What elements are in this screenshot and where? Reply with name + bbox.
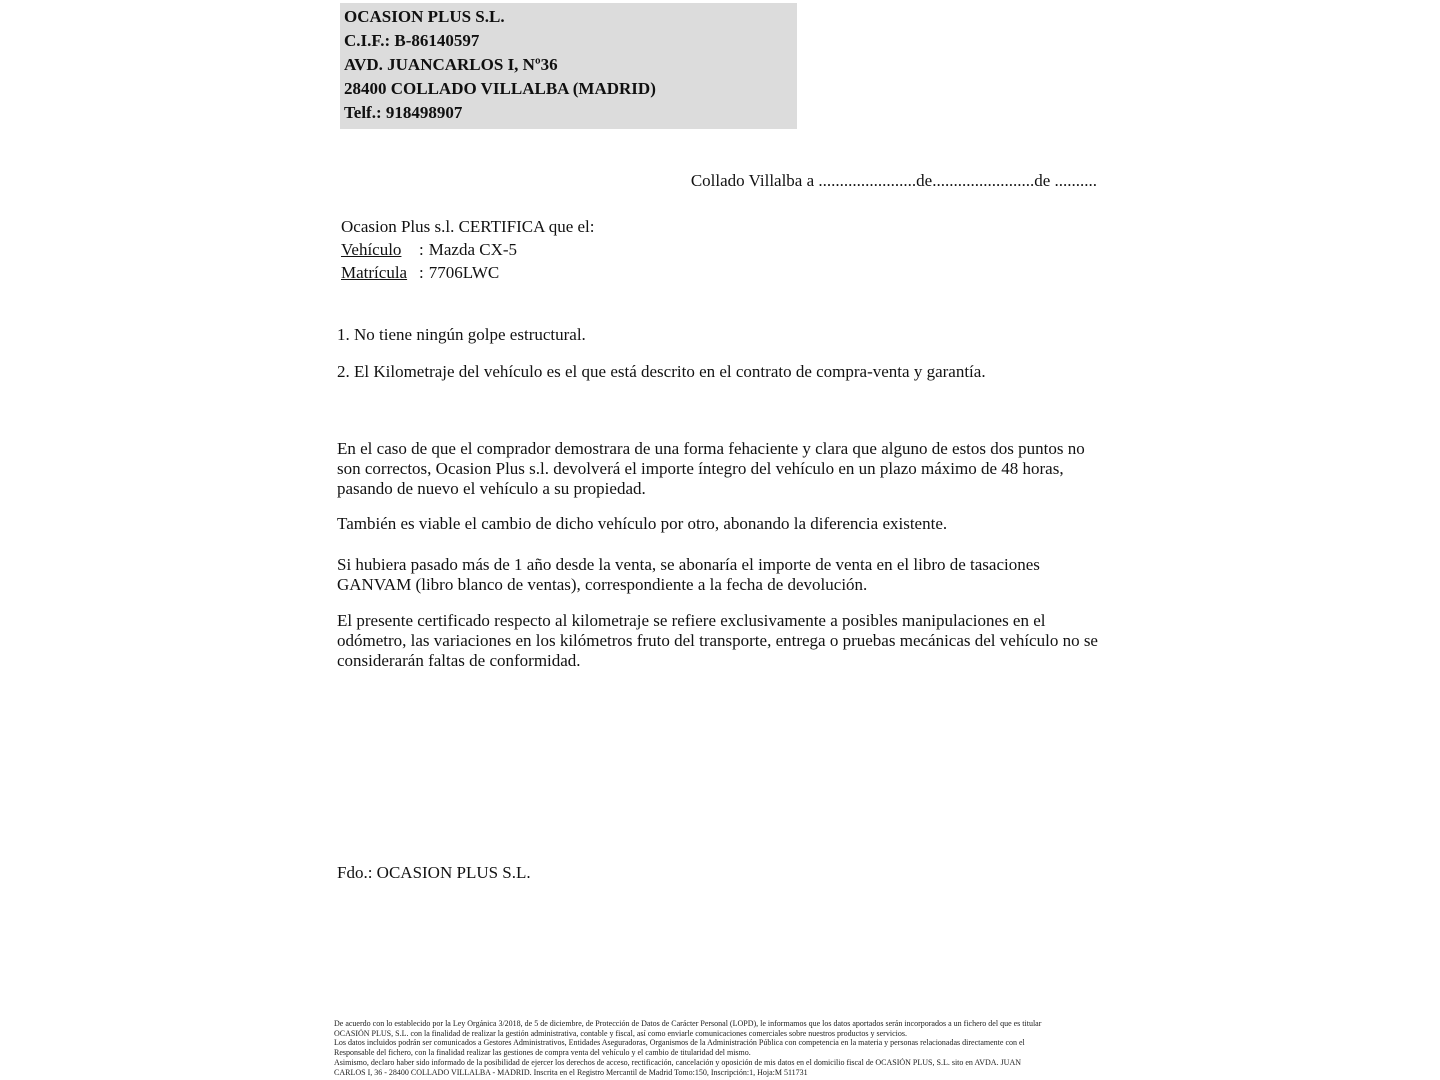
paragraph-ganvam-valuation: Si hubiera pasado más de 1 año desde la venta, se abonaría el importe de venta en el libro de tasaciones GANVAM (libro blanco de ventas), correspondiente a la fecha de devolución.	[337, 555, 1040, 594]
fine-print-line: Asimismo, declaro haber sido informado de la posibilidad de ejercer los derechos de acceso, rectificación, cancelación y oposición de mis datos en el domicilio fiscal de OCASIÓN PLUS, S.L. sito en AVDA. JUAN	[334, 1057, 1022, 1067]
condition-point-structural: 1. No tiene ningún golpe estructural.	[337, 325, 586, 344]
fine-print-line: OCASIÓN PLUS, S.L. con la finalidad de realizar la gestión administrativa, contable y fiscal, así como enviarle comunicaciones comerciales sobre nuestros productos y servicios.	[334, 1028, 907, 1038]
certificate-block	[341, 215, 595, 284]
plate-label-wrap	[341, 261, 419, 284]
vehicle-colon: :	[419, 240, 424, 259]
fine-print-line: Responsable del fichero, con la finalidad realizar las gestiones de compra venta del vehículo y el cambio de titularidad del mismo.	[334, 1048, 751, 1058]
plate-row	[341, 261, 595, 284]
company-cif: C.I.F.: B-86140597	[344, 31, 480, 50]
legal-fine-print	[334, 1019, 1104, 1077]
plate-value: 7706LWC	[428, 263, 500, 282]
certificate-intro: Ocasion Plus s.l. CERTIFICA que el:	[341, 217, 595, 236]
company-phone: Telf.: 918498907	[344, 103, 463, 122]
signature-line: Fdo.: OCASION PLUS S.L.	[337, 863, 531, 882]
company-city: 28400 COLLADO VILLALBA (MADRID)	[344, 79, 656, 98]
vehicle-label: Vehículo	[341, 240, 402, 259]
date-line: Collado Villalba a .......................de........................de ..........	[690, 171, 1097, 190]
company-header-box	[340, 3, 797, 129]
paragraph-refund-policy: En el caso de que el comprador demostrara de una forma fehaciente y clara que alguno de estos dos puntos no son correctos, Ocasion Plus s.l. devolverá el importe íntegro del vehículo en un plazo máximo de 48 horas, pasando de nuevo el vehículo a su propiedad.	[337, 439, 1085, 498]
plate-label: Matrícula	[341, 263, 408, 282]
fine-print-line: Los datos incluidos podrán ser comunicados a Gestores Administrativos, Entidades Aseguradoras, Organismos de la Administración Pública con competencia en la materia y personas relacionadas directamente con el	[334, 1038, 1025, 1048]
condition-point-mileage: 2. El Kilometraje del vehículo es el que está descrito en el contrato de compra-venta y garantía.	[337, 362, 986, 381]
company-name: OCASION PLUS S.L.	[344, 7, 505, 26]
paragraph-odometer-disclaimer: El presente certificado respecto al kilometraje se refiere exclusivamente a posibles manipulaciones en el odómetro, las variaciones en los kilómetros fruto del transporte, entrega o pruebas mecánicas del vehículo no se considerarán faltas de conformidad.	[337, 611, 1098, 670]
fine-print-line: De acuerdo con lo establecido por la Ley Orgánica 3/2018, de 5 de diciembre, de Protección de Datos de Carácter Personal (LOPD), le informamos que los datos aportados serán incorporados a un fichero del que es titular	[334, 1019, 1042, 1028]
fine-print-line: CARLOS I, 36 - 28400 COLLADO VILLALBA - MADRID. Inscrita en el Registro Mercantil de Madrid Tomo:150, Inscripción:1, Hoja:M 511731	[334, 1067, 808, 1077]
vehicle-row	[341, 238, 595, 261]
vehicle-label-wrap	[341, 238, 419, 261]
paragraph-exchange-option: También es viable el cambio de dicho vehículo por otro, abonando la diferencia existente.	[337, 514, 948, 533]
plate-colon: :	[419, 263, 424, 282]
company-address: AVD. JUANCARLOS I, Nº36	[344, 55, 558, 74]
vehicle-value: Mazda CX-5	[428, 240, 518, 259]
